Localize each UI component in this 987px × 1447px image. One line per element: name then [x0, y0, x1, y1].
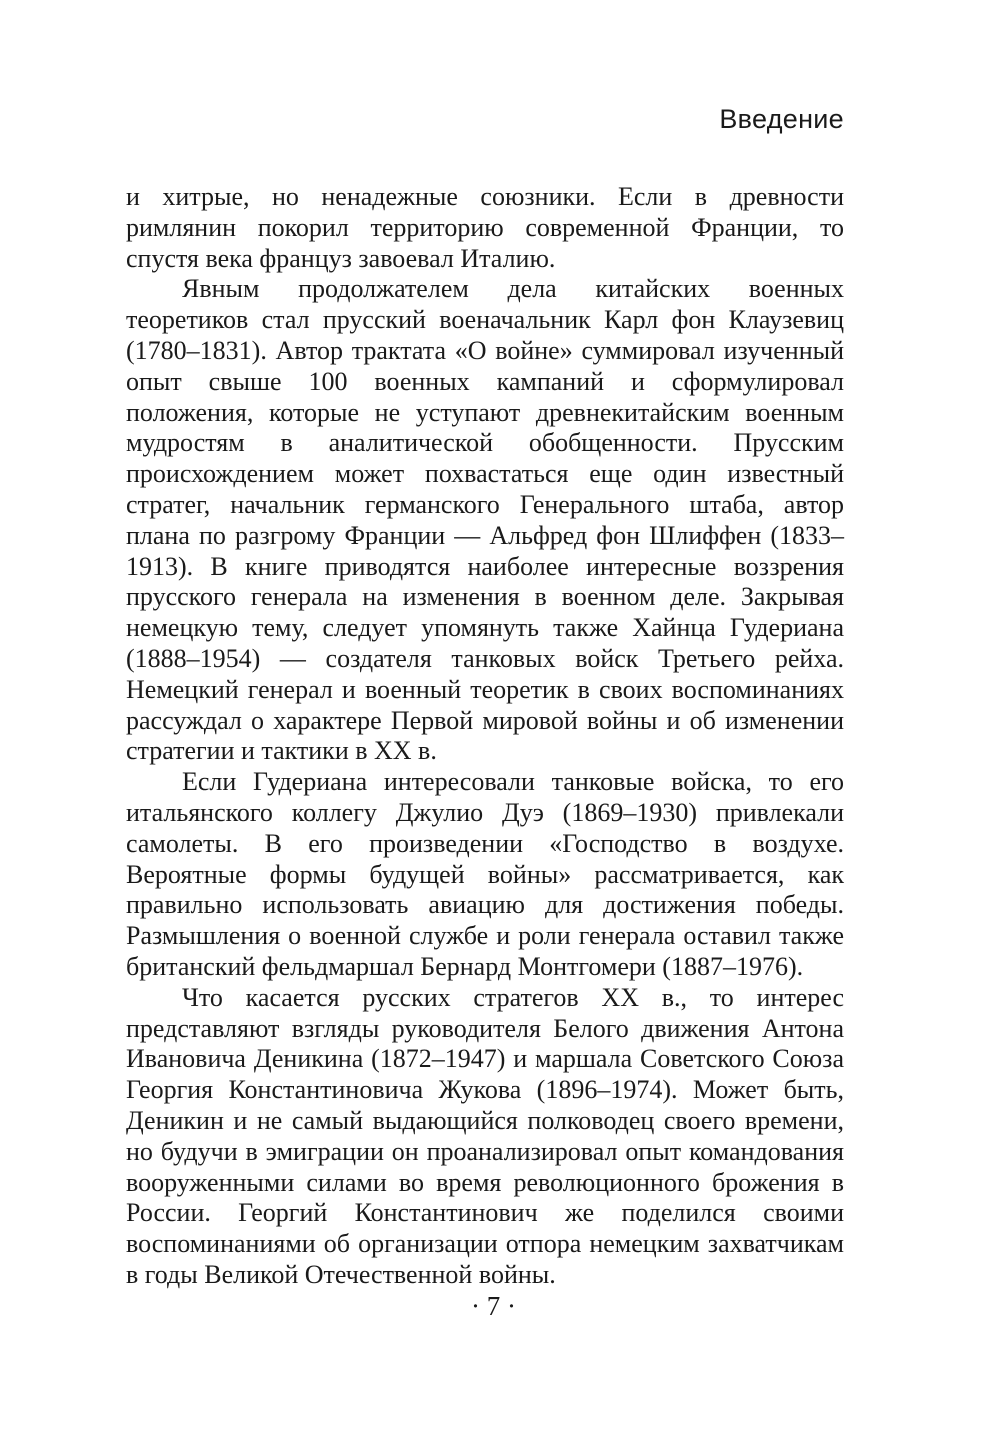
paragraph-russian-strategists: Что касается русских стратегов XX в., то интерес представляют взгляды руководителя Белого движения Антона Ивановича Деникина (1872–1947) и маршала Советского Союза Георгия Константиновича Жукова (1896–1974). Может быть, Деникин и не самый выдающийся полководец своего времени, но будучи в эмиграции он проанализировал опыт командования вооруженными силами во время революционного брожения в России. Георгий Константинович же поделился своими воспоминаниями об организации отпора немецким захватчикам в годы Великой Отечественной войны.: [126, 982, 844, 1289]
running-head: Введение: [719, 104, 844, 134]
paragraph-douhet: Если Гудериана интересовали танковые войска, то его итальянского коллегу Джулио Дуэ (1869–1930) привлекали самолеты. В его произведении «Господство в воздухе. Вероятные формы будущей войны» рассматривается, как правильно использовать авиацию для достижения победы. Размышления о военной службе и роли генерала оставил также британский фельдмаршал Бернард Монтгомери (1887–1976).: [126, 767, 844, 981]
body-text: [126, 182, 844, 1291]
page-number: · 7 ·: [471, 1291, 516, 1321]
paragraph-continuation: и хитрые, но ненадежные союзники. Если в древности римлянин покорил территорию современной Франции, то спустя века француз завоевал Италию.: [126, 182, 844, 273]
paragraph-clausewitz: Явным продолжателем дела китайских военных теоретиков стал прусский военачальник Карл фон Клаузевиц (1780–1831). Автор трактата «О войне» суммировал изученный опыт свыше 100 военных кампаний и сформулировал положения, которые не уступают древнекитайским военным мудростям в аналитической обобщенности. Прусским происхождением может похвастаться еще один известный стратег, начальник германского Генерального штаба, автор плана по разгрому Франции — Альфред фон Шлиффен (1833–1913). В книге приводятся наиболее интересные воззрения прусского генерала на изменения в военном деле. Закрывая немецкую тему, следует упомянуть также Хайнца Гудериана (1888–1954) — создателя танковых войск Третьего рейха. Немецкий генерал и военный теоретик в своих воспоминаниях рассуждал о характере Первой мировой войны и об изменении стратегии и тактики в XX в.: [126, 274, 844, 766]
